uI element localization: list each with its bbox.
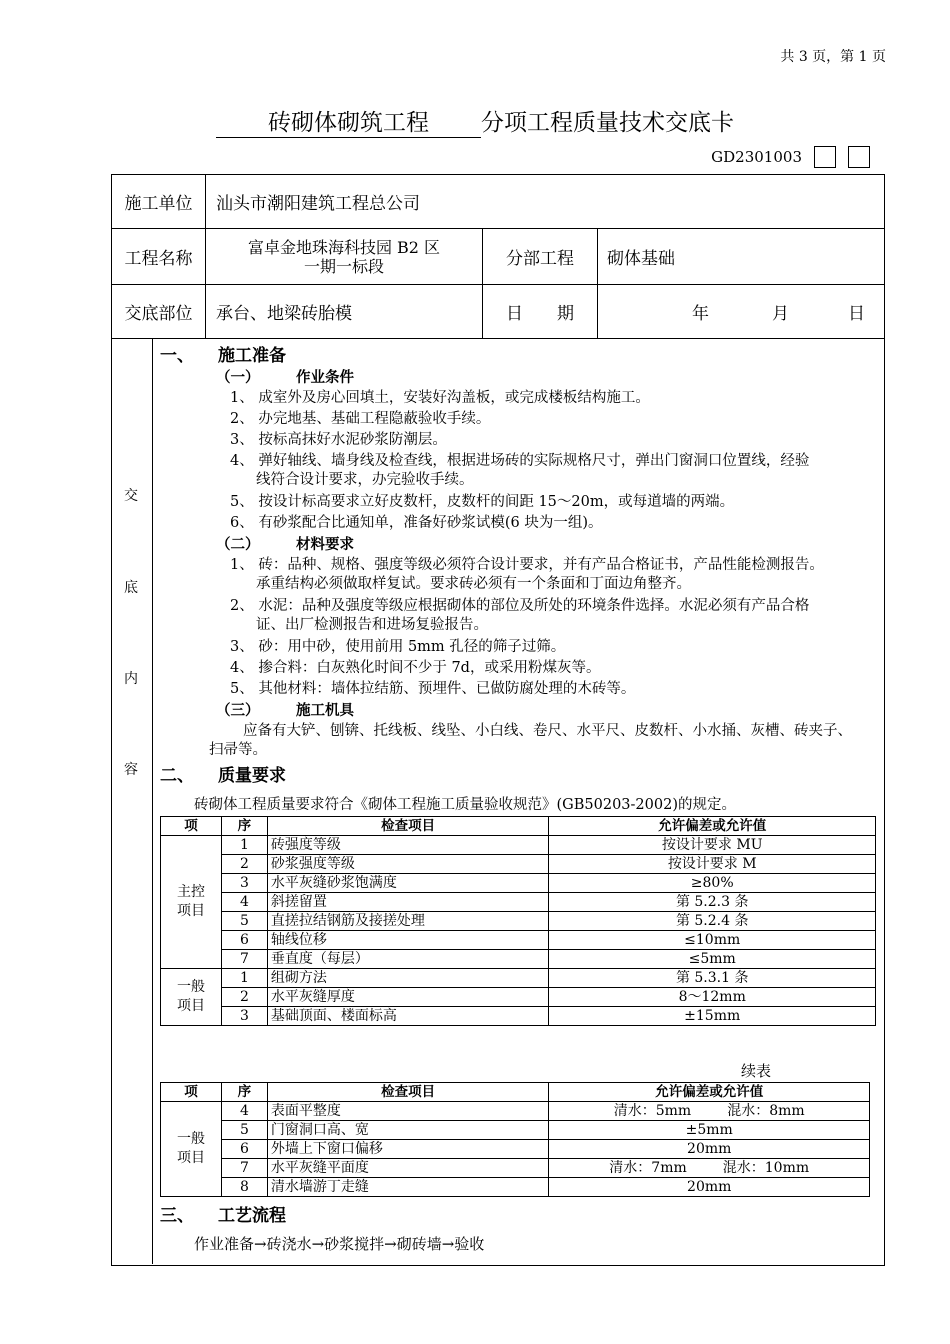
- header-seq: 序: [221, 817, 267, 836]
- cell-check: 斜搓留置: [267, 893, 549, 912]
- project-value-line2: 一期一标段: [303, 256, 384, 276]
- cell-check: 砖强度等级: [267, 836, 549, 855]
- header-tol: 允许偏差或允许值: [549, 1083, 870, 1102]
- cell-check: 表面平整度: [267, 1102, 549, 1121]
- cell-tol: ±5mm: [549, 1121, 870, 1140]
- table-row: [161, 931, 876, 950]
- header-item: 项: [161, 1083, 222, 1102]
- paragraph-line: 扫帚等。: [209, 742, 267, 758]
- section-1-number: 一、: [160, 346, 194, 366]
- paragraph-line: 应备有大铲、刨锛、托线板、线坠、小白线、卷尺、水平尺、皮数杆、小水捅、灰槽、砖夹子、: [243, 723, 852, 739]
- table-row: [161, 1121, 870, 1140]
- list-item-continued: 线符合设计要求，办完验收手续。: [256, 472, 474, 488]
- cell-check: 组砌方法: [267, 969, 549, 988]
- table-row: [161, 893, 876, 912]
- part-value: 承台、地梁砖胎模: [216, 304, 352, 324]
- date-month: 月: [772, 304, 789, 324]
- cell-tol: 20mm: [549, 1140, 870, 1159]
- list-item-continued: 承重结构必须做取样复试。要求砖必须有一个条面和丁面边角整齐。: [256, 576, 691, 592]
- quality-table-1: [160, 816, 876, 1026]
- project-value-line1: 富卓金地珠海科技园 B2 区: [247, 237, 441, 257]
- cell-seq: 3: [221, 874, 267, 893]
- cell-tol: ±15mm: [549, 1007, 876, 1026]
- cell-seq: 1: [221, 836, 267, 855]
- side-label-char: 底: [124, 580, 138, 596]
- list-item: 2、 办完地基、基础工程隐蔽验收手续。: [230, 411, 491, 427]
- table-row: [161, 950, 876, 969]
- section-1b-number: （二）: [216, 536, 260, 553]
- cell-seq: 7: [221, 950, 267, 969]
- part-label: 交底部位: [124, 304, 193, 324]
- checkbox-2[interactable]: [848, 146, 870, 168]
- title-rest: 分项工程质量技术交底卡: [481, 110, 734, 136]
- section-2-title: 质量要求: [218, 766, 286, 786]
- table-row: [161, 855, 876, 874]
- side-label-char: 交: [124, 488, 138, 504]
- list-item: 3、 按标高抹好水泥砂浆防潮层。: [230, 432, 447, 448]
- process-flow: 作业准备→砖浇水→砂浆搅拌→砌砖墙→验收: [194, 1235, 485, 1253]
- code-text: GD2301003: [711, 148, 802, 166]
- page-number: 共 3 页，第 1 页: [780, 49, 886, 65]
- cell-tol: 第 5.3.1 条: [549, 969, 876, 988]
- section-1c-title: 施工机具: [296, 702, 354, 719]
- group-main: 主控 项目: [161, 836, 222, 969]
- page-title: [0, 104, 950, 138]
- cell-seq: 5: [221, 912, 267, 931]
- cell-seq: 2: [221, 988, 267, 1007]
- section-2-number: 二、: [160, 766, 194, 786]
- section-1a-title: 作业条件: [296, 369, 354, 386]
- section-1c-number: （三）: [216, 702, 260, 719]
- cell-check: 垂直度（每层）: [267, 950, 549, 969]
- continued-label: 续表: [741, 1062, 772, 1080]
- unit-label: 施工单位: [124, 194, 193, 214]
- cell-seq: 7: [221, 1159, 267, 1178]
- subproject-label: 分部工程: [506, 249, 574, 269]
- cell-check: 基础顶面、楼面标高: [267, 1007, 549, 1026]
- section-1-title: 施工准备: [218, 346, 286, 366]
- project-label: 工程名称: [124, 249, 193, 269]
- side-label-char: 内: [124, 671, 138, 687]
- cell-tol: ≥80%: [549, 874, 876, 893]
- cell-tol: 20mm: [549, 1178, 870, 1197]
- cell-seq: 4: [221, 1102, 267, 1121]
- cell-check: 砂浆强度等级: [267, 855, 549, 874]
- table-row: [161, 1140, 870, 1159]
- cell-check: 门窗洞口高、宽: [267, 1121, 549, 1140]
- title-underlined: 砖砌体砌筑工程: [216, 109, 481, 138]
- cell-tol: 按设计要求 M: [549, 855, 876, 874]
- table-row: [161, 912, 876, 931]
- cell-tol: ≤5mm: [549, 950, 876, 969]
- table-header-row: [161, 1083, 870, 1102]
- table-row: [161, 1102, 870, 1121]
- section-3-title: 工艺流程: [218, 1206, 286, 1226]
- header-check: 检查项目: [267, 1083, 549, 1102]
- cell-seq: 8: [221, 1178, 267, 1197]
- header-check: 检查项目: [267, 817, 549, 836]
- quality-table-2: [160, 1082, 870, 1197]
- date-year: 年: [692, 304, 709, 324]
- divider: [111, 338, 884, 339]
- table-row: [161, 969, 876, 988]
- header-item: 项: [161, 817, 222, 836]
- cell-seq: 4: [221, 893, 267, 912]
- section-1b-title: 材料要求: [296, 536, 354, 553]
- divider: [152, 338, 153, 1264]
- cell-tol: ≤10mm: [549, 931, 876, 950]
- list-item: 2、 水泥：品种及强度等级应根据砌体的部位及所处的环境条件选择。水泥必须有产品合格: [230, 598, 810, 614]
- table-row: [161, 874, 876, 893]
- section-2-intro: 砖砌体工程质量要求符合《砌体工程施工质量验收规范》(GB50203-2002)的规定。: [194, 797, 736, 813]
- cell-tol: 第 5.2.3 条: [549, 893, 876, 912]
- cell-tol: 第 5.2.4 条: [549, 912, 876, 931]
- checkbox-1[interactable]: [814, 146, 836, 168]
- table-header-row: [161, 817, 876, 836]
- cell-check: 水平灰缝厚度: [267, 988, 549, 1007]
- side-label-char: 容: [124, 762, 138, 778]
- group-general: 一般 项目: [161, 1102, 222, 1197]
- cell-tol: 清水：7mm 混水：10mm: [549, 1159, 870, 1178]
- list-item: 5、 其他材料：墙体拉结筋、预埋件、已做防腐处理的木砖等。: [230, 681, 636, 697]
- cell-seq: 6: [221, 931, 267, 950]
- date-label: 日 期: [506, 304, 574, 324]
- section-1a-number: （一）: [216, 369, 260, 386]
- list-item: 1、 砖：品种、规格、强度等级必须符合设计要求，并有产品合格证书，产品性能检测报告。: [230, 557, 824, 573]
- cell-seq: 3: [221, 1007, 267, 1026]
- cell-seq: 1: [221, 969, 267, 988]
- group-general: 一般 项目: [161, 969, 222, 1026]
- header-tol: 允许偏差或允许值: [549, 817, 876, 836]
- list-item-continued: 证、出厂检测报告和进场复验报告。: [256, 617, 488, 633]
- document-code: [711, 146, 870, 168]
- list-item: 4、 弹好轴线、墙身线及检查线，根据进场砖的实际规格尺寸，弹出门窗洞口位置线，经验: [230, 453, 810, 469]
- cell-tol: 按设计要求 MU: [549, 836, 876, 855]
- table-row: [161, 1178, 870, 1197]
- table-row: [161, 836, 876, 855]
- cell-check: 轴线位移: [267, 931, 549, 950]
- table-row: [161, 1007, 876, 1026]
- cell-seq: 6: [221, 1140, 267, 1159]
- unit-value: 汕头市潮阳建筑工程总公司: [216, 194, 420, 214]
- cell-tol: 清水：5mm 混水：8mm: [549, 1102, 870, 1121]
- cell-check: 水平灰缝砂浆饱满度: [267, 874, 549, 893]
- list-item: 4、 掺合料：白灰熟化时间不少于 7d，或采用粉煤灰等。: [230, 660, 601, 676]
- list-item: 6、 有砂浆配合比通知单，准备好砂浆试模(6 块为一组)。: [230, 515, 603, 531]
- list-item: 5、 按设计标高要求立好皮数杆，皮数杆的间距 15～20m，或每道墙的两端。: [230, 494, 735, 510]
- table-row: [161, 988, 876, 1007]
- project-value: [206, 229, 482, 284]
- cell-seq: 2: [221, 855, 267, 874]
- header-seq: 序: [221, 1083, 267, 1102]
- cell-seq: 5: [221, 1121, 267, 1140]
- list-item: 1、 成室外及房心回填土，安装好沟盖板，或完成楼板结构施工。: [230, 390, 650, 406]
- cell-check: 水平灰缝平面度: [267, 1159, 549, 1178]
- cell-check: 清水墙游丁走缝: [267, 1178, 549, 1197]
- list-item: 3、 砂：用中砂，使用前用 5mm 孔径的筛子过筛。: [230, 639, 566, 655]
- table-row: [161, 1159, 870, 1178]
- divider: [597, 228, 598, 338]
- section-3-number: 三、: [160, 1206, 194, 1226]
- cell-tol: 8～12mm: [549, 988, 876, 1007]
- cell-check: 直搓拉结钢筋及接搓处理: [267, 912, 549, 931]
- date-day: 日: [848, 304, 865, 324]
- subproject-value: 砌体基础: [607, 249, 675, 269]
- cell-check: 外墙上下窗口偏移: [267, 1140, 549, 1159]
